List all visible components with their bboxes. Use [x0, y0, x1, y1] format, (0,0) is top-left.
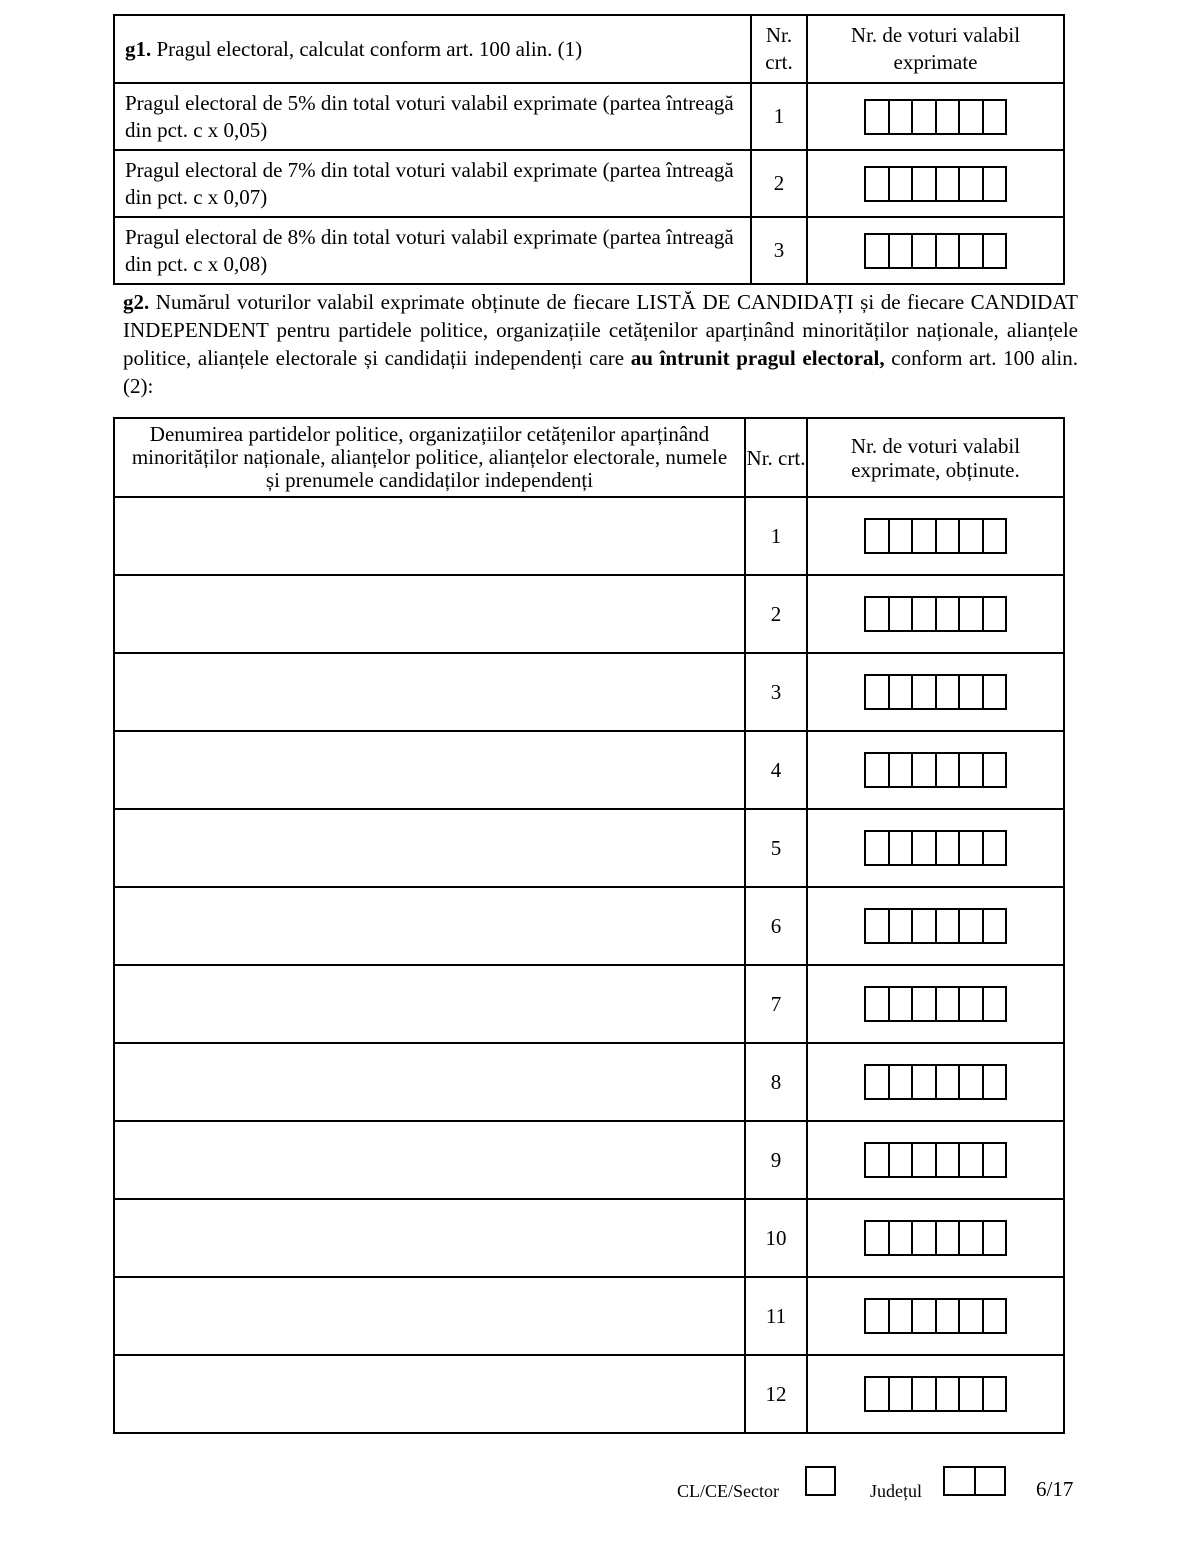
- digit-cell[interactable]: [890, 910, 914, 942]
- g2-row: [114, 497, 1064, 575]
- g2-intro-bold: g2.: [123, 290, 150, 314]
- g1-title-bold: g1.: [125, 36, 152, 61]
- digit-cell[interactable]: [984, 1066, 1006, 1098]
- digit-cell[interactable]: [913, 101, 937, 133]
- digit-cell[interactable]: [937, 676, 961, 708]
- g2-row-votes: [807, 1277, 1064, 1355]
- digit-cell[interactable]: [984, 1144, 1006, 1176]
- digit-cell[interactable]: [937, 235, 961, 267]
- g2-row-nr: 6: [745, 887, 807, 965]
- digit-cell[interactable]: [960, 168, 984, 200]
- digit-cell[interactable]: [890, 168, 914, 200]
- g1-row-votes: [807, 83, 1064, 150]
- digit-cell[interactable]: [866, 101, 890, 133]
- g2-row-votes: [807, 575, 1064, 653]
- g1-title: [114, 15, 751, 83]
- digit-cell[interactable]: [937, 832, 961, 864]
- digit-cell[interactable]: [890, 598, 914, 630]
- digit-cell[interactable]: [984, 1300, 1006, 1332]
- digit-cell[interactable]: [866, 988, 890, 1020]
- digit-cell[interactable]: [984, 1222, 1006, 1254]
- digit-cell[interactable]: [913, 832, 937, 864]
- digit-cell[interactable]: [913, 676, 937, 708]
- g2-row-votes: [807, 965, 1064, 1043]
- g2-row-name-field[interactable]: [114, 1277, 745, 1355]
- digit-cell[interactable]: [866, 1300, 890, 1332]
- digit-cell[interactable]: [866, 1378, 890, 1410]
- g2-votes-digit-boxes[interactable]: [864, 908, 1007, 944]
- g2-row-votes: [807, 809, 1064, 887]
- digit-cell[interactable]: [890, 235, 914, 267]
- g1-row-nr: 3: [751, 217, 807, 284]
- digit-cell[interactable]: [984, 988, 1006, 1020]
- g2-votes-digit-boxes[interactable]: [864, 1064, 1007, 1100]
- g2-votes-digit-boxes[interactable]: [864, 1142, 1007, 1178]
- g2-votes-table: [113, 417, 1065, 1434]
- digit-cell[interactable]: [960, 1222, 984, 1254]
- g1-row: [114, 217, 1064, 284]
- digit-cell[interactable]: [913, 168, 937, 200]
- g2-row: [114, 731, 1064, 809]
- g1-row-nr: 1: [751, 83, 807, 150]
- g2-row-nr: 12: [745, 1355, 807, 1433]
- digit-cell[interactable]: [937, 520, 961, 552]
- g2-row: [114, 1199, 1064, 1277]
- digit-cell[interactable]: [890, 1144, 914, 1176]
- digit-cell[interactable]: [960, 1300, 984, 1332]
- digit-cell[interactable]: [984, 754, 1006, 786]
- g2-row-name-field[interactable]: [114, 1121, 745, 1199]
- digit-cell[interactable]: [937, 101, 961, 133]
- g2-votes-digit-boxes[interactable]: [864, 674, 1007, 710]
- g2-votes-digit-boxes[interactable]: [864, 596, 1007, 632]
- digit-cell[interactable]: [960, 754, 984, 786]
- g1-row-label: Pragul electoral de 7% din total voturi valabil exprimate (partea întreagă din pct. c x 0,07): [114, 150, 751, 217]
- digit-cell[interactable]: [913, 1222, 937, 1254]
- digit-cell[interactable]: [866, 1066, 890, 1098]
- digit-cell[interactable]: [937, 988, 961, 1020]
- digit-cell[interactable]: [890, 754, 914, 786]
- digit-cell[interactable]: [890, 988, 914, 1020]
- g2-row: [114, 887, 1064, 965]
- g1-votes-digit-boxes[interactable]: [864, 233, 1007, 269]
- digit-cell[interactable]: [984, 235, 1006, 267]
- digit-cell[interactable]: [913, 1300, 937, 1332]
- g2-row-votes: [807, 731, 1064, 809]
- g2-row-nr: 4: [745, 731, 807, 809]
- digit-cell[interactable]: [866, 910, 890, 942]
- digit-cell[interactable]: [984, 598, 1006, 630]
- digit-cell[interactable]: [960, 1144, 984, 1176]
- digit-cell[interactable]: [866, 754, 890, 786]
- g2-row-nr: 8: [745, 1043, 807, 1121]
- g2-row: [114, 1355, 1064, 1433]
- digit-cell[interactable]: [984, 1378, 1006, 1410]
- g2-votes-digit-boxes[interactable]: [864, 1376, 1007, 1412]
- g1-row: [114, 83, 1064, 150]
- g2-col-nr: Nr. crt.: [745, 418, 807, 497]
- g1-title-text: Pragul electoral, calculat conform art. 100 alin. (1): [151, 36, 583, 61]
- g2-row-name-field[interactable]: [114, 575, 745, 653]
- digit-cell[interactable]: [937, 1066, 961, 1098]
- digit-cell[interactable]: [937, 1144, 961, 1176]
- digit-cell[interactable]: [890, 1066, 914, 1098]
- digit-cell[interactable]: [913, 1066, 937, 1098]
- g2-header-row: [114, 418, 1064, 497]
- g2-row-votes: [807, 1121, 1064, 1199]
- g2-row-nr: 2: [745, 575, 807, 653]
- g2-row-nr: 11: [745, 1277, 807, 1355]
- digit-cell[interactable]: [866, 1222, 890, 1254]
- g2-votes-digit-boxes[interactable]: [864, 1220, 1007, 1256]
- page-footer: [0, 1466, 1182, 1506]
- g2-col-name: Denumirea partidelor politice, organizațiilor cetățenilor aparținând minorităților naționale, alianțelor politice, alianțelor electorale, numele și prenumele candidaților independenți: [114, 418, 745, 497]
- g2-intro-tail: conform art. 100 alin. (2):: [123, 346, 1078, 398]
- digit-cell[interactable]: [984, 832, 1006, 864]
- g1-row-votes: [807, 150, 1064, 217]
- g1-row-label: Pragul electoral de 5% din total voturi valabil exprimate (partea întreagă din pct. c x 0,05): [114, 83, 751, 150]
- g2-row-name-field[interactable]: [114, 1355, 745, 1433]
- footer-judet-label: Județul: [870, 1481, 922, 1501]
- digit-cell[interactable]: [913, 754, 937, 786]
- footer-sector-label: CL/CE/Sector: [677, 1481, 779, 1501]
- g2-row-name-field[interactable]: [114, 653, 745, 731]
- digit-cell[interactable]: [937, 598, 961, 630]
- g2-row-name-field[interactable]: [114, 731, 745, 809]
- g2-intro-paragraph: [123, 288, 1078, 400]
- g2-intro-bold-phrase: au întrunit pragul electoral,: [630, 346, 885, 370]
- g2-row-votes: [807, 1199, 1064, 1277]
- g2-row: [114, 575, 1064, 653]
- g1-col-votes: Nr. de voturi valabil exprimate: [807, 15, 1064, 83]
- digit-cell[interactable]: [937, 910, 961, 942]
- digit-cell[interactable]: [890, 1222, 914, 1254]
- g2-row-name-field[interactable]: [114, 497, 745, 575]
- g2-votes-digit-boxes[interactable]: [864, 830, 1007, 866]
- digit-cell[interactable]: [960, 910, 984, 942]
- digit-cell[interactable]: [937, 1378, 961, 1410]
- g2-row: [114, 965, 1064, 1043]
- digit-cell[interactable]: [913, 235, 937, 267]
- g2-row-nr: 9: [745, 1121, 807, 1199]
- g1-row-nr: 2: [751, 150, 807, 217]
- digit-cell[interactable]: [960, 676, 984, 708]
- g2-votes-digit-boxes[interactable]: [864, 1298, 1007, 1334]
- g2-row-votes: [807, 653, 1064, 731]
- digit-cell[interactable]: [937, 1300, 961, 1332]
- g1-votes-digit-boxes[interactable]: [864, 166, 1007, 202]
- digit-cell[interactable]: [984, 910, 1006, 942]
- g2-row-votes: [807, 1355, 1064, 1433]
- g1-row-votes: [807, 217, 1064, 284]
- g2-row: [114, 1043, 1064, 1121]
- g2-row-nr: 10: [745, 1199, 807, 1277]
- digit-cell[interactable]: [984, 676, 1006, 708]
- digit-cell[interactable]: [960, 1066, 984, 1098]
- digit-cell[interactable]: [960, 988, 984, 1020]
- g2-row-name-field[interactable]: [114, 1199, 745, 1277]
- digit-cell[interactable]: [890, 520, 914, 552]
- g2-votes-digit-boxes[interactable]: [864, 986, 1007, 1022]
- g2-row-name-field[interactable]: [114, 809, 745, 887]
- g2-row-nr: 5: [745, 809, 807, 887]
- digit-cell[interactable]: [960, 1378, 984, 1410]
- digit-cell[interactable]: [866, 676, 890, 708]
- g2-col-votes: Nr. de voturi valabil exprimate, obținute.: [807, 418, 1064, 497]
- g2-row: [114, 653, 1064, 731]
- g2-row-name-field[interactable]: [114, 965, 745, 1043]
- g2-row: [114, 1121, 1064, 1199]
- footer-judet-box[interactable]: [943, 1466, 1006, 1496]
- g2-votes-digit-boxes[interactable]: [864, 752, 1007, 788]
- digit-cell[interactable]: [937, 1222, 961, 1254]
- digit-cell[interactable]: [984, 520, 1006, 552]
- g2-intro-text: Numărul voturilor valabil exprimate obținute de fiecare LISTĂ DE CANDIDAȚI și de fiecare CANDIDAT INDEPENDENT pentru partidele politice, organizațiile cetățenilor aparținând minorităților naționale, alianțele politice, alianțele electorale și candidații independenți care: [123, 290, 1078, 370]
- digit-cell[interactable]: [866, 832, 890, 864]
- g2-row-name-field[interactable]: [114, 887, 745, 965]
- g2-row-nr: 7: [745, 965, 807, 1043]
- g1-header-row: [114, 15, 1064, 83]
- footer-page-number: 6/17: [1036, 1477, 1074, 1501]
- digit-cell[interactable]: [890, 832, 914, 864]
- digit-cell[interactable]: [890, 1378, 914, 1410]
- digit-cell[interactable]: [960, 832, 984, 864]
- digit-cell[interactable]: [866, 235, 890, 267]
- digit-cell[interactable]: [866, 1144, 890, 1176]
- g2-row: [114, 1277, 1064, 1355]
- g2-row-votes: [807, 887, 1064, 965]
- g1-row: [114, 150, 1064, 217]
- digit-cell[interactable]: [960, 101, 984, 133]
- g2-row-nr: 1: [745, 497, 807, 575]
- g2-votes-digit-boxes[interactable]: [864, 518, 1007, 554]
- digit-cell[interactable]: [890, 1300, 914, 1332]
- digit-cell[interactable]: [913, 520, 937, 552]
- digit-cell[interactable]: [866, 168, 890, 200]
- digit-cell[interactable]: [913, 1144, 937, 1176]
- digit-cell[interactable]: [984, 168, 1006, 200]
- g1-col-nr: Nr. crt.: [751, 15, 807, 83]
- digit-cell[interactable]: [866, 520, 890, 552]
- g2-row-votes: [807, 497, 1064, 575]
- g1-row-label: Pragul electoral de 8% din total voturi valabil exprimate (partea întreagă din pct. c x 0,08): [114, 217, 751, 284]
- digit-cell[interactable]: [960, 520, 984, 552]
- digit-cell[interactable]: [984, 101, 1006, 133]
- digit-cell[interactable]: [890, 676, 914, 708]
- g2-row-nr: 3: [745, 653, 807, 731]
- digit-cell[interactable]: [913, 910, 937, 942]
- g2-row-name-field[interactable]: [114, 1043, 745, 1121]
- digit-cell[interactable]: [913, 1378, 937, 1410]
- digit-cell[interactable]: [913, 988, 937, 1020]
- g1-votes-digit-boxes[interactable]: [864, 99, 1007, 135]
- digit-cell[interactable]: [890, 101, 914, 133]
- footer-sector-box[interactable]: [805, 1466, 836, 1496]
- digit-cell[interactable]: [960, 235, 984, 267]
- g1-threshold-table: [113, 14, 1065, 285]
- g2-row: [114, 809, 1064, 887]
- digit-cell[interactable]: [913, 598, 937, 630]
- digit-cell[interactable]: [937, 168, 961, 200]
- digit-cell[interactable]: [960, 598, 984, 630]
- digit-cell[interactable]: [866, 598, 890, 630]
- digit-cell[interactable]: [937, 754, 961, 786]
- g2-row-votes: [807, 1043, 1064, 1121]
